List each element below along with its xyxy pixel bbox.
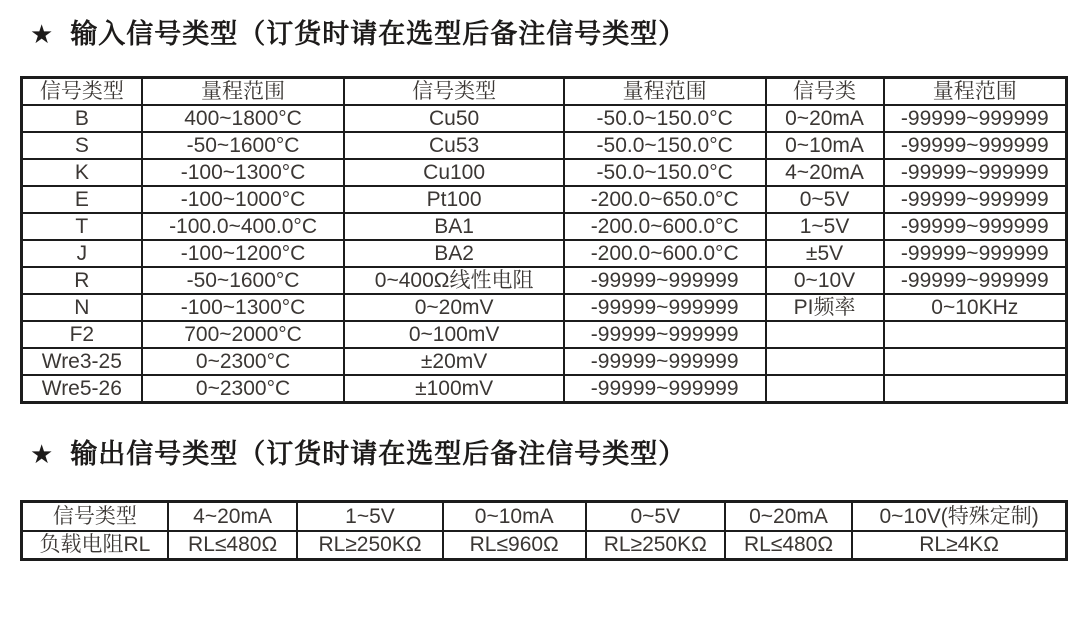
table-cell: -99999~999999	[564, 348, 766, 375]
table-cell: -200.0~600.0°C	[564, 240, 766, 267]
table-cell: RL≥250KΩ	[586, 531, 725, 560]
table-cell: BA1	[344, 213, 563, 240]
table-cell: 0~20mV	[344, 294, 563, 321]
table-cell: ±5V	[766, 240, 884, 267]
table-cell: 负载电阻RL	[22, 531, 168, 560]
table-cell: 4~20mA	[766, 159, 884, 186]
table-cell: -200.0~600.0°C	[564, 213, 766, 240]
table-cell: -200.0~650.0°C	[564, 186, 766, 213]
table-cell: -50~1600°C	[142, 267, 345, 294]
table-cell: Cu100	[344, 159, 563, 186]
table-cell: -99999~999999	[884, 105, 1067, 132]
table-row	[22, 321, 1067, 348]
table-cell: -50.0~150.0°C	[564, 159, 766, 186]
table-row	[22, 213, 1067, 240]
table-cell: N	[22, 294, 142, 321]
table-cell: 0~20mA	[766, 105, 884, 132]
table-cell: RL≤480Ω	[725, 531, 852, 560]
table-cell: 0~10V	[766, 267, 884, 294]
table-cell	[884, 321, 1067, 348]
table-row	[22, 531, 1067, 560]
star-icon: ★	[30, 19, 55, 49]
table-cell: 0~2300°C	[142, 375, 345, 403]
table-cell: -99999~999999	[884, 186, 1067, 213]
table-cell: -50.0~150.0°C	[564, 105, 766, 132]
table-cell	[884, 375, 1067, 403]
table-cell: -99999~999999	[884, 240, 1067, 267]
table-cell: -99999~999999	[884, 267, 1067, 294]
output-signal-table	[20, 500, 1068, 561]
table-cell: Pt100	[344, 186, 563, 213]
table-row	[22, 348, 1067, 375]
star-icon: ★	[30, 439, 55, 469]
table-cell: -99999~999999	[884, 213, 1067, 240]
table-cell: S	[22, 132, 142, 159]
table-cell: R	[22, 267, 142, 294]
table-cell: 信号类型	[22, 502, 168, 531]
table-cell: -99999~999999	[564, 267, 766, 294]
table-cell	[766, 375, 884, 403]
table-row	[22, 240, 1067, 267]
table-cell: Cu53	[344, 132, 563, 159]
output-table-body	[22, 502, 1067, 560]
column-header: 信号类型	[344, 78, 563, 106]
table-cell: -99999~999999	[884, 159, 1067, 186]
table-cell: -50~1600°C	[142, 132, 345, 159]
table-cell: -99999~999999	[564, 321, 766, 348]
column-header: 量程范围	[564, 78, 766, 106]
table-cell: E	[22, 186, 142, 213]
table-cell: 400~1800°C	[142, 105, 345, 132]
table-cell	[884, 348, 1067, 375]
output-section-title-text: 输出信号类型（订货时请在选型后备注信号类型）	[70, 439, 687, 469]
table-cell: 0~10mA	[443, 502, 586, 531]
table-row	[22, 186, 1067, 213]
table-cell: -99999~999999	[884, 132, 1067, 159]
table-cell: 0~100mV	[344, 321, 563, 348]
table-cell: RL≥4KΩ	[852, 531, 1066, 560]
column-header: 量程范围	[142, 78, 345, 106]
input-signal-table	[20, 76, 1068, 404]
table-cell: ±20mV	[344, 348, 563, 375]
table-cell: Wre5-26	[22, 375, 142, 403]
column-header: 量程范围	[884, 78, 1067, 106]
column-header: 信号类	[766, 78, 884, 106]
table-row	[22, 502, 1067, 531]
table-cell: BA2	[344, 240, 563, 267]
output-section-title	[30, 438, 1080, 470]
table-cell: 4~20mA	[168, 502, 298, 531]
input-table-header-row	[22, 78, 1067, 106]
table-cell: 0~2300°C	[142, 348, 345, 375]
input-section-title	[30, 0, 1080, 50]
table-row	[22, 375, 1067, 403]
table-cell: -99999~999999	[564, 375, 766, 403]
table-cell: 1~5V	[297, 502, 442, 531]
column-header: 信号类型	[22, 78, 142, 106]
table-cell: 0~10V(特殊定制)	[852, 502, 1066, 531]
table-row	[22, 105, 1067, 132]
table-cell: -100~1000°C	[142, 186, 345, 213]
table-cell: K	[22, 159, 142, 186]
table-cell: 0~5V	[766, 186, 884, 213]
input-table-body	[22, 105, 1067, 403]
table-row	[22, 294, 1067, 321]
table-cell: 1~5V	[766, 213, 884, 240]
table-cell: ±100mV	[344, 375, 563, 403]
table-cell: -50.0~150.0°C	[564, 132, 766, 159]
table-cell: 0~10mA	[766, 132, 884, 159]
table-cell: -100~1300°C	[142, 294, 345, 321]
table-row	[22, 159, 1067, 186]
table-cell	[766, 321, 884, 348]
table-cell: -100~1200°C	[142, 240, 345, 267]
table-cell: -100.0~400.0°C	[142, 213, 345, 240]
table-cell	[766, 348, 884, 375]
table-cell: 700~2000°C	[142, 321, 345, 348]
table-cell: Wre3-25	[22, 348, 142, 375]
table-cell: B	[22, 105, 142, 132]
table-cell: Cu50	[344, 105, 563, 132]
table-cell: 0~400Ω线性电阻	[344, 267, 563, 294]
table-cell: J	[22, 240, 142, 267]
table-cell: RL≤960Ω	[443, 531, 586, 560]
table-cell: PI频率	[766, 294, 884, 321]
table-cell: -100~1300°C	[142, 159, 345, 186]
table-cell: 0~20mA	[725, 502, 852, 531]
table-cell: -99999~999999	[564, 294, 766, 321]
table-cell: F2	[22, 321, 142, 348]
table-row	[22, 267, 1067, 294]
table-cell: T	[22, 213, 142, 240]
table-cell: 0~10KHz	[884, 294, 1067, 321]
table-cell: RL≤480Ω	[168, 531, 298, 560]
input-section-title-text: 输入信号类型（订货时请在选型后备注信号类型）	[70, 19, 687, 49]
table-cell: 0~5V	[586, 502, 725, 531]
table-row	[22, 132, 1067, 159]
table-cell: RL≥250KΩ	[297, 531, 442, 560]
